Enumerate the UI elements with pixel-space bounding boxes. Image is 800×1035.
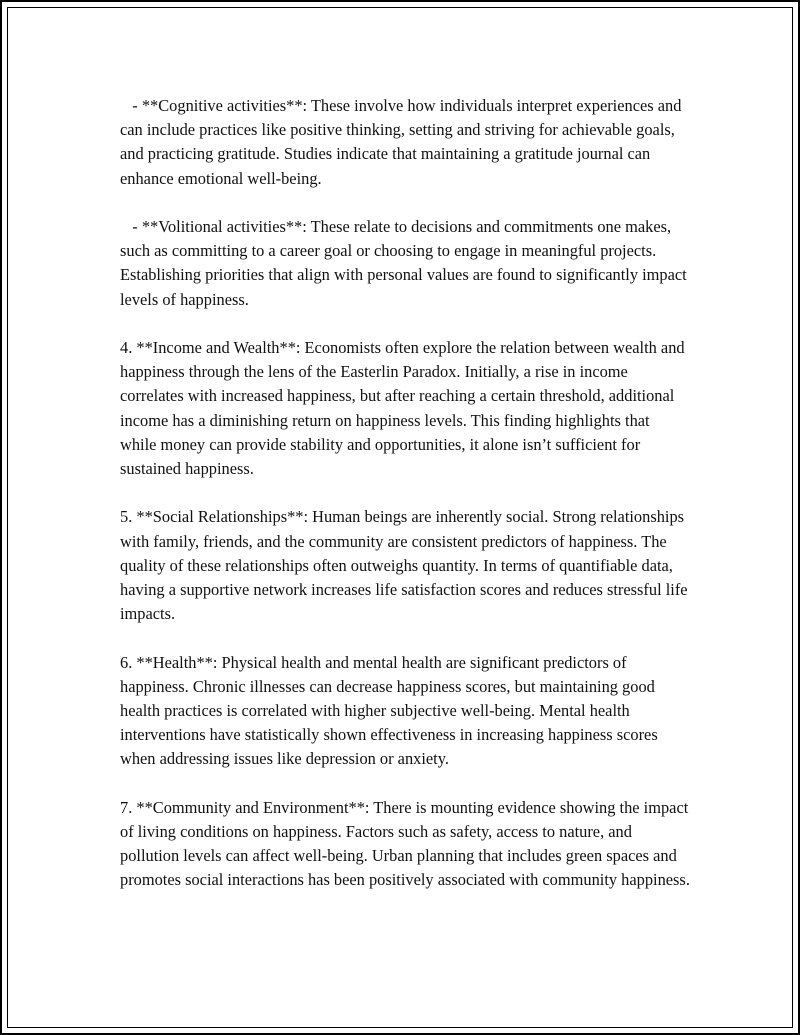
page-body <box>120 94 693 917</box>
paragraph-health: 6. **Health**: Physical health and mental health are significant predictors of happiness. Chronic illnesses can decrease happiness scores, but maintaining good health practices is correlated with higher subjective well-being. Mental health interventions have statistically shown effectiveness in increasing happiness scores when addressing issues like depression or anxiety. <box>120 652 662 769</box>
paragraph-community-and-environment: 7. **Community and Environment**: There is mounting evidence showing the impact of living conditions on happiness. Factors such as safety, access to nature, and pollution levels can affect well-being. Urban planning that includes green spaces and promotes social interactions has been positively associated with community happiness. <box>120 797 693 890</box>
paragraph-income-and-wealth: 4. **Income and Wealth**: Economists often explore the relation between wealth and happiness through the lens of the Easterlin Paradox. Initially, a rise in income correlates with increased happiness, but after reaching a certain threshold, additional income has a diminishing return on happiness levels. This finding highlights that while money can provide stability and opportunities, it alone isn’t sufficient for sustained happiness. <box>120 338 689 479</box>
paragraph-cognitive-activities: - **Cognitive activities**: These involve how individuals interpret experiences and can include practices like positive thinking, setting and striving for achievable goals, and practicing gratitude. Studies indicate that maintaining a gratitude journal can enhance emotional well-being. <box>120 96 686 188</box>
paragraph-social-relationships: 5. **Social Relationships**: Human beings are inherently social. Strong relationships with family, friends, and the community are consistent predictors of happiness. The quality of these relationships often outweighs quantity. In terms of quantifiable data, having a supportive network increases life satisfaction scores and reduces stressful life impacts. <box>120 507 692 624</box>
paragraph-volitional-activities: - **Volitional activities**: These relate to decisions and commitments one makes, such as committing to a career goal or choosing to engage in meaningful projects. Establishing priorities that align with personal values are found to significantly impact levels of happiness. <box>120 217 691 309</box>
